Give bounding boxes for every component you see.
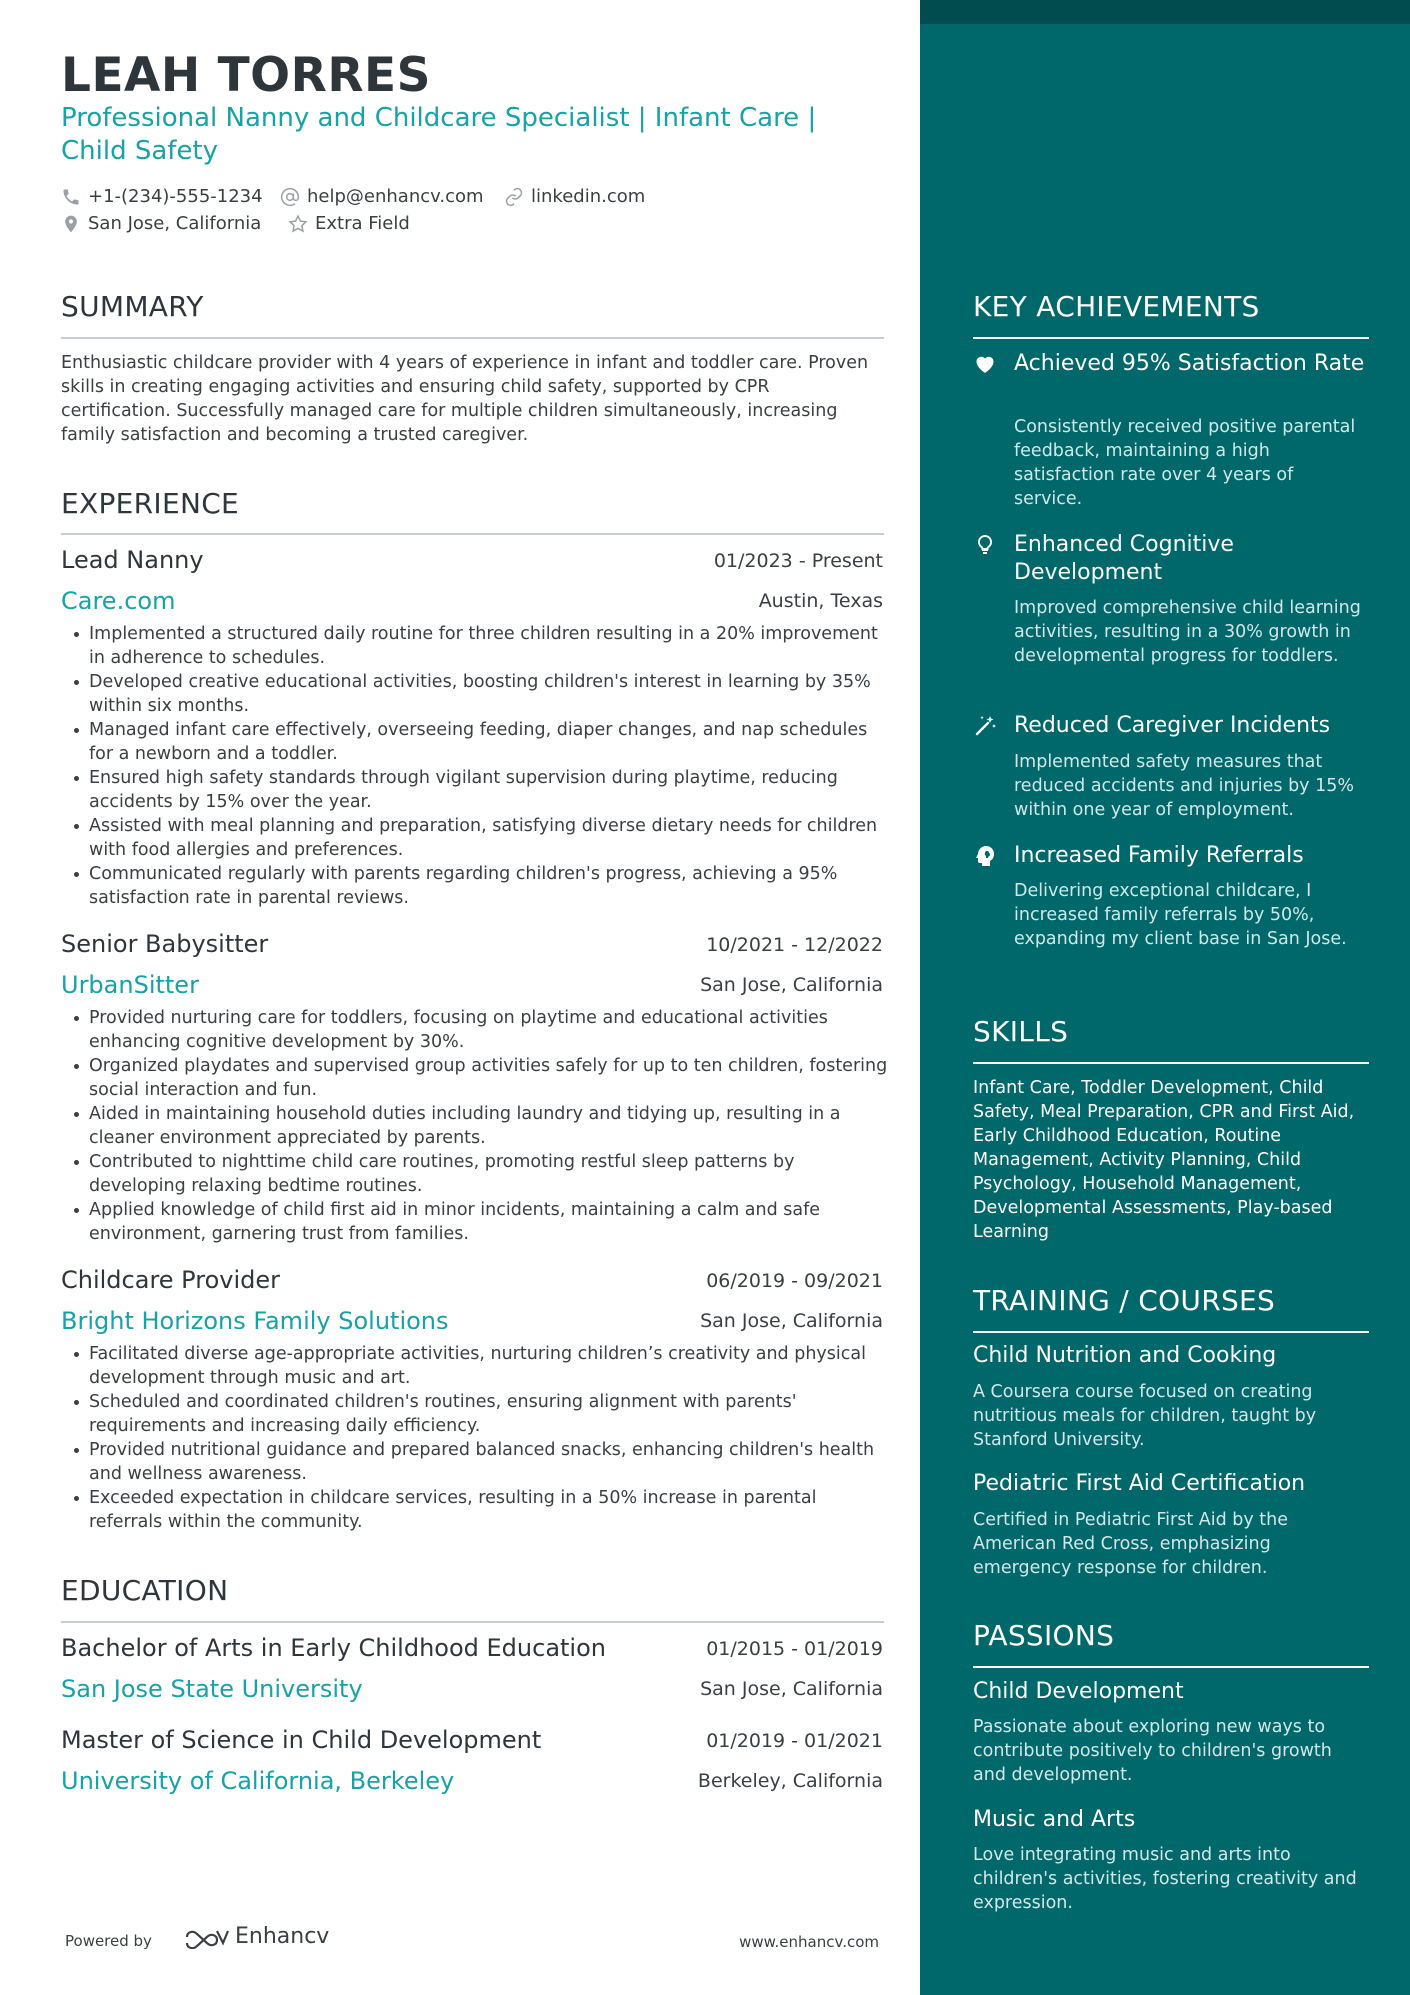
heart-icon	[973, 352, 997, 376]
company-name[interactable]: UrbanSitter	[61, 971, 199, 999]
passion-title: Child Development	[973, 1679, 1184, 1704]
magic-wand-icon	[973, 714, 997, 738]
training-divider	[973, 1331, 1369, 1333]
job-bullets	[61, 1342, 891, 1534]
lightbulb-icon	[973, 533, 997, 557]
course-title: Child Nutrition and Cooking	[973, 1343, 1277, 1368]
achievement-desc: Consistently received positive parental feedback, maintaining a high satisfaction rate over 4 years of service.	[1014, 417, 1356, 509]
bullet-item: Exceeded expectation in childcare services, resulting in a 50% increase in parental referrals within the community.	[61, 1486, 891, 1534]
bullet-item: Organized playdates and supervised group activities safely for up to ten children, fostering social interaction and fun.	[61, 1054, 891, 1102]
summary-title: SUMMARY	[61, 290, 204, 323]
education-title: EDUCATION	[61, 1574, 229, 1607]
skills-divider	[973, 1062, 1369, 1064]
skills-text: Infant Care, Toddler Development, Child Safety, Meal Preparation, CPR and First Aid, Early Childhood Education, Routine Management, Activity Planning, Child Psychology, Household Management, Developmental Assessments, Play-based Learning	[973, 1078, 1355, 1242]
passion-desc: Love integrating music and arts into children's activities, fostering creativity and expression.	[973, 1845, 1357, 1913]
degree-dates: 01/2019 - 01/2021	[706, 1730, 883, 1752]
sidebar-top-bar	[920, 0, 1410, 24]
course-desc: A Coursera course focused on creating nutritious meals for children, taught by Stanford University.	[973, 1382, 1317, 1450]
phone-text: +1-(234)-555-1234	[88, 186, 263, 207]
school-location: San Jose, California	[700, 1678, 883, 1700]
bullet-item: Applied knowledge of child first aid in minor incidents, maintaining a calm and safe environment, garnering trust from families.	[61, 1198, 891, 1246]
contact-extra	[288, 213, 410, 234]
achievements-title: KEY ACHIEVEMENTS	[973, 290, 1260, 323]
bullet-item: Scheduled and coordinated children's routines, ensuring alignment with parents' requirements and increasing daily efficiency.	[61, 1390, 891, 1438]
job-dates: 06/2019 - 09/2021	[706, 1270, 883, 1292]
bullet-item: Aided in maintaining household duties including laundry and tidying up, resulting in a cleaner environment appreciated by parents.	[61, 1102, 891, 1150]
summary-text: Enthusiastic childcare provider with 4 years of experience in infant and toddler care. Proven skills in creating engaging activities and ensuring child safety, supported by CPR certification. Successfully managed care for multiple children simultaneously, increasing family satisfaction and becoming a trusted caregiver.	[61, 353, 869, 445]
job-bullets	[61, 622, 891, 910]
training-title: TRAINING / COURSES	[973, 1284, 1276, 1317]
company-name[interactable]: Bright Horizons Family Solutions	[61, 1307, 449, 1335]
degree-title: Master of Science in Child Development	[61, 1726, 542, 1754]
degree-dates: 01/2015 - 01/2019	[706, 1638, 883, 1660]
bullet-item: Managed infant care effectively, overseeing feeding, diaper changes, and nap schedules for a newborn and a toddler.	[61, 718, 891, 766]
passions-divider	[973, 1666, 1369, 1668]
bullet-item: Ensured high safety standards through vigilant supervision during playtime, reducing accidents by 15% over the year.	[61, 766, 891, 814]
contact-email[interactable]	[280, 186, 484, 207]
degree-title: Bachelor of Arts in Early Childhood Education	[61, 1634, 606, 1662]
bullet-item: Provided nutritional guidance and prepared balanced snacks, enhancing children's health and wellness awareness.	[61, 1438, 891, 1486]
enhancv-logo-icon	[184, 1925, 230, 1949]
bullet-item: Provided nurturing care for toddlers, focusing on playtime and educational activities enhancing cognitive development by 30%.	[61, 1006, 891, 1054]
phone-icon	[61, 187, 81, 207]
job-title: Lead Nanny	[61, 546, 204, 574]
candidate-name: LEAH TORRES	[61, 48, 431, 103]
extra-text: Extra Field	[315, 213, 410, 234]
education-divider	[61, 1621, 884, 1623]
bullet-item: Developed creative educational activities, boosting children's interest in learning by 35% within six months.	[61, 670, 891, 718]
contact-location	[61, 213, 261, 234]
brain-icon	[973, 844, 997, 868]
passion-title: Music and Arts	[973, 1807, 1136, 1832]
enhancv-logo[interactable]	[184, 1924, 329, 1949]
achievement-title: Reduced Caregiver Incidents	[1014, 713, 1331, 738]
achievement-desc: Delivering exceptional childcare, I increased family referrals by 50%, expanding my client base in San Jose.	[1014, 881, 1347, 949]
achievement-title: Achieved 95% Satisfaction Rate	[1014, 351, 1365, 376]
job-bullets	[61, 1006, 891, 1246]
achievement-desc: Improved comprehensive child learning activities, resulting in a 30% growth in developmental progress for toddlers.	[1014, 598, 1361, 666]
bullet-item: Communicated regularly with parents regarding children's progress, achieving a 95% satisfaction rate in parental reviews.	[61, 862, 891, 910]
link-icon	[504, 187, 524, 207]
job-dates: 10/2021 - 12/2022	[706, 934, 883, 956]
achievement-title: Enhanced Cognitive Development	[1014, 532, 1234, 585]
achievement-title: Increased Family Referrals	[1014, 843, 1304, 868]
bullet-item: Facilitated diverse age-appropriate activities, nurturing children’s creativity and physical development through music and art.	[61, 1342, 891, 1390]
course-desc: Certified in Pediatric First Aid by the American Red Cross, emphasizing emergency response for children.	[973, 1510, 1289, 1578]
school-location: Berkeley, California	[697, 1770, 883, 1792]
powered-by-label: Powered by	[65, 1932, 152, 1950]
headline: Professional Nanny and Childcare Specialist | Infant Care | Child Safety	[61, 103, 817, 166]
footer-url[interactable]: www.enhancv.com	[739, 1933, 879, 1951]
enhancv-logo-text: Enhancv	[235, 1924, 330, 1949]
linkedin-text: linkedin.com	[531, 186, 646, 207]
job-title: Senior Babysitter	[61, 930, 269, 958]
job-title: Childcare Provider	[61, 1266, 280, 1294]
location-pin-icon	[61, 214, 81, 234]
job-dates: 01/2023 - Present	[713, 550, 883, 572]
school-name[interactable]: University of California, Berkeley	[61, 1767, 455, 1795]
achievement-desc: Implemented safety measures that reduced accidents and injuries by 15% within one year of employment.	[1014, 752, 1354, 820]
bullet-item: Assisted with meal planning and preparation, satisfying diverse dietary needs for children with food allergies and preferences.	[61, 814, 891, 862]
summary-divider	[61, 337, 884, 339]
experience-title: EXPERIENCE	[61, 487, 240, 520]
school-name[interactable]: San Jose State University	[61, 1675, 363, 1703]
email-text: help@enhancv.com	[307, 186, 484, 207]
job-location: San Jose, California	[700, 1310, 883, 1332]
skills-title: SKILLS	[973, 1015, 1069, 1048]
at-icon	[280, 187, 300, 207]
job-location: San Jose, California	[700, 974, 883, 996]
company-name[interactable]: Care.com	[61, 587, 176, 615]
contact-phone[interactable]	[61, 186, 263, 207]
job-location: Austin, Texas	[758, 590, 883, 612]
bullet-item: Implemented a structured daily routine for three children resulting in a 20% improvement in adherence to schedules.	[61, 622, 891, 670]
passions-title: PASSIONS	[973, 1619, 1115, 1652]
contact-linkedin[interactable]	[504, 186, 645, 207]
achievements-divider	[973, 337, 1369, 339]
passion-desc: Passionate about exploring new ways to contribute positively to children's growth and development.	[973, 1717, 1332, 1785]
sidebar	[920, 0, 1410, 1995]
course-title: Pediatric First Aid Certification	[973, 1471, 1306, 1496]
bullet-item: Contributed to nighttime child care routines, promoting restful sleep patterns by developing relaxing bedtime routines.	[61, 1150, 891, 1198]
experience-divider	[61, 533, 884, 535]
location-text: San Jose, California	[88, 213, 262, 234]
star-icon	[288, 214, 308, 234]
